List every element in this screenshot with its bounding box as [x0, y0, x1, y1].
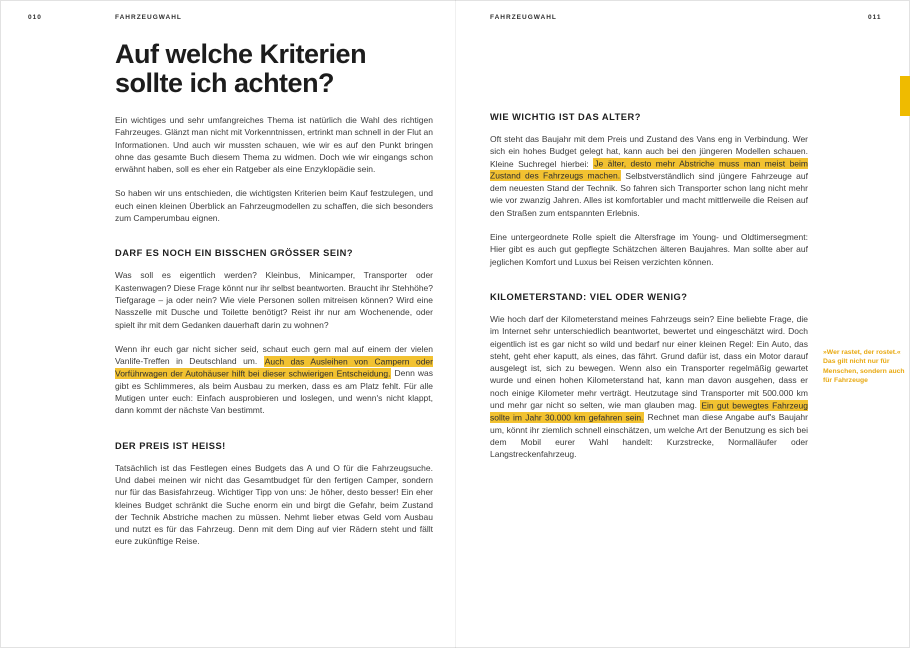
margin-note-quote: »Wer rastet, der rostet.« Das gilt nicht nur für Menschen, sondern auch für Fahrzeuge — [823, 349, 905, 385]
text-run: Oft steht das Baujahr mit dem Preis und Zustand des Vans eng in Verbindung. Wer sich ein hohes Budget gelegt hat, kann auch bei den jüngeren Modellen schauen. Kleine Suchregel hierbei: — [490, 134, 808, 169]
article-title — [115, 40, 433, 98]
section-heading-size: DARF ES NOCH EIN BISSCHEN GRÖSSER SEIN? — [115, 248, 354, 259]
age-paragraph-2: Eine untergeordnete Rolle spielt die Altersfrage im Young- und Oldtimersegment: Hier gibt es auch gut gepflegte Schätzchen älteren Baujahres. Man sollte aber auf jeglichen Komfort und Luxus bei Reisen verzichten können. — [490, 232, 808, 267]
text-run: Denn was gibt es Schlimmeres, als beim Ausbau zu merken, dass es am Platz fehlt. Für alle Mutigen unter euch: Einfach ausprobieren und loslegen, und wenn's nicht klappt, dann kommt der nächste Van bestimmt. — [115, 368, 433, 416]
section-heading-mileage: KILOMETERSTAND: VIEL ODER WENIG? — [490, 291, 688, 302]
page-number-left: 010 — [28, 14, 42, 21]
page-number-right: 011 — [868, 14, 882, 21]
running-head-left: FAHRZEUGWAHL — [115, 14, 182, 21]
text-run: Rechnet man diese Angabe auf's Baujahr um, könnt ihr ziemlich schnell einschätzen, um welche Art der Benutzung es sich bei dem Mobil eurer Wahl handelt: Kurzstrecke, Normalläufer oder Langstreckenfahrzeug. — [490, 412, 808, 460]
section-heading-price: DER PREIS IST HEISS! — [115, 440, 226, 451]
size-paragraph-1: Was soll es eigentlich werden? Kleinbus, Minicamper, Transporter oder Kastenwagen? Diese Frage könnt nur ihr selbst beantworten. Braucht ihr Stehhöhe? Tiefgarage – ja oder nein? Wie viele Personen sollen mitreisen können? Wird eine Nasszelle mit Dusche und Toilette benötigt? Reist ihr nur am Wochenende, oder spielt ihr mit dem Gedanken dauerhaft darin zu wohnen? — [115, 270, 433, 330]
chapter-edge-tab — [900, 76, 910, 116]
section-heading-age: WIE WICHTIG IST DAS ALTER? — [490, 112, 641, 122]
text-run: Selbstverständlich sind jüngere Fahrzeuge auf dem neuesten Stand der Technik. So fahren sich Transporter schon lang nicht mehr wie vor zwanzig Jahren. Alles ist komfortabler und macht mittlerweile die Reisen auf den Straßen zum entspannten Erlebnis. — [490, 170, 808, 218]
intro-paragraph-2: So haben wir uns entschieden, die wichtigsten Kriterien beim Kauf festzulegen, und euch einen kleinen Überblick an Fahrzeugmodellen zu schaffen, die sich besonders zum Camperumbau eignen. — [115, 188, 433, 224]
left-page-column — [115, 40, 433, 560]
size-paragraph-2 — [115, 343, 433, 417]
right-page-column — [490, 112, 808, 473]
text-run: Wenn ihr euch gar nicht sicher seid, schaut euch gern mal auf einem der vielen Vanlife-Treffen in Deutschland um. — [115, 343, 433, 367]
price-paragraph-1: Tatsächlich ist das Festlegen eines Budgets das A und O für die Fahrzeugsuche. Und dabei meinen wir nicht das Gesamtbudget für den fertigen Camper, sondern nur für das Basisfahrzeug. Wichtiger Tipp von uns: Je höher, desto besser! Ein eher kleines Budget schränkt die Suche enorm ein und birgt die Gefahr, beim Zustand der Technik Abstriche machen zu müssen. Nehmt lieber etwas Geld vom Ausbau und nutzt es für das Fahrzeug. Denn mit dem Ding auf vier Rädern steht und fällt eure zukünftige Reise. — [115, 462, 433, 547]
highlighted-text: Ein gut bewegtes Fahrzeug sollte im Jahr 30.000 km gefahren sein. — [490, 400, 808, 423]
age-paragraph-1 — [490, 133, 808, 219]
page-gutter-divider — [455, 0, 456, 648]
intro-paragraph-1: Ein wichtiges und sehr umfangreiches Thema ist natürlich die Wahl des richtigen Fahrzeuges. Glänzt man nicht mit Vorkenntnissen, ertrinkt man schnell in der Flut an Informationen. Und auch wir mussten schauen, wie wir es auf den Punkt bringen ohne das gesamte Buch diesem Thema zu widmen. Doch wie wir eingangs schon erwähnt haben, soll es eher ein Ratgeber als eine Enzyklopädie sein. — [115, 115, 433, 175]
article-title-line1: Auf welche Kriterien — [115, 39, 367, 69]
highlighted-text: Je älter, desto mehr Abstriche muss man meist beim Zustand des Fahrzeugs machen. — [490, 158, 808, 181]
text-run: Wie hoch darf der Kilometerstand meines Fahrzeugs sein? Eine beliebte Frage, die im Internet sehr unterschiedlich beantwortet, bewertet und eingeschätzt wird. Doch eigentlich ist es gar nicht so wild und bedarf nur einer kleinen Regel: Ein Auto, das steht, geht eher kaputt, als eines, das fährt. Grund dafür ist, dass ein Motor darauf ausgelegt ist, sich zu bewegen. Wenn also ein Transporter regelmäßig gewartet wurde und einen hohen Kilometerstand hat, kann man davon ausgehen, dass er noch einige Kilometer mehr verträgt. Heutzutage sind Transporter mit 500.000 km und mehr gar nicht so selten, wie man glauben mag. — [490, 313, 808, 411]
highlighted-text: Auch das Ausleihen von Campern oder Vorführwagen der Autohäuser hilft bei dieser schwierigen Entscheidung. — [115, 356, 433, 379]
mileage-paragraph-1 — [490, 313, 808, 461]
running-head-right: FAHRZEUGWAHL — [490, 14, 557, 21]
article-title-line2: sollte ich achten? — [115, 68, 335, 98]
